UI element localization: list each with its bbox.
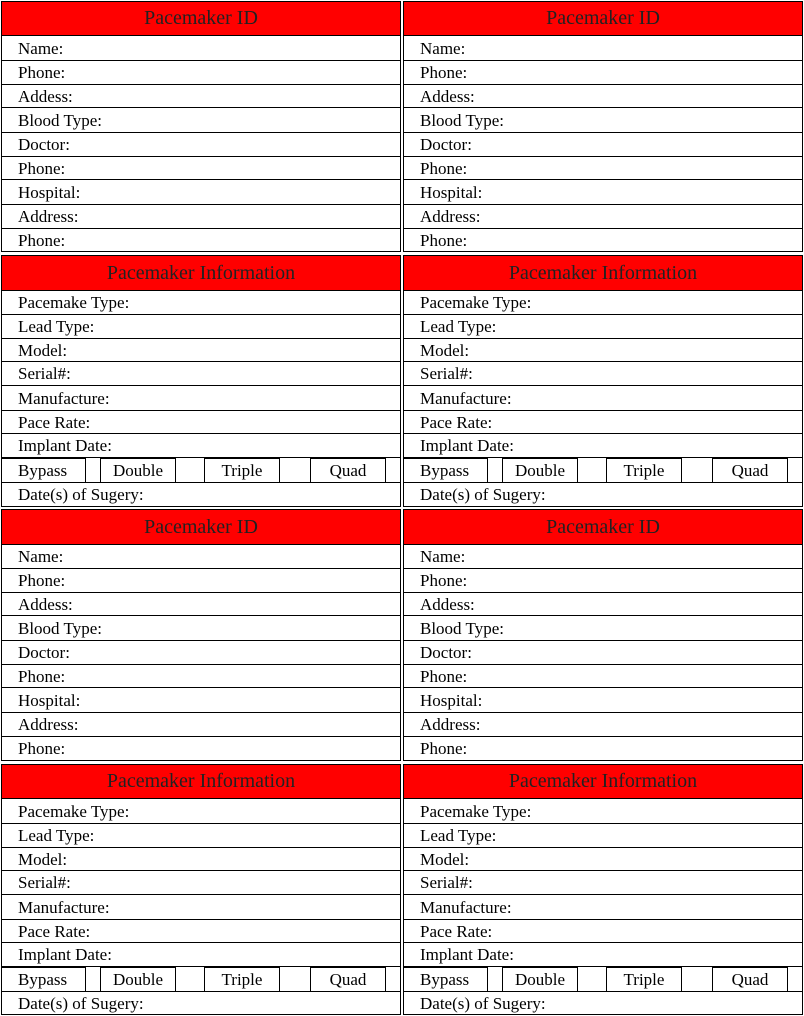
hospital-phone-field[interactable]: Phone: [420,739,468,758]
manufacture-field[interactable]: Manufacture: [2,895,400,920]
surgery-dates-field[interactable]: Date(s) of Sugery: [18,485,144,504]
blood-type-field[interactable]: Blood Type: [2,616,400,641]
phone-field[interactable]: Phone: [2,61,400,85]
info-card-title: Pacemaker Information [2,765,400,799]
manufacture-field[interactable]: Manufacture: [404,386,802,411]
surgery-type-options [404,967,802,992]
address-field[interactable]: Addess: [2,85,400,108]
model-field[interactable]: Model: [2,848,400,871]
lead-type-field[interactable]: Lead Type: [404,824,802,848]
id-card-top-right [403,1,803,252]
doctor-field[interactable]: Doctor: [2,133,400,157]
hospital-address-field[interactable]: Address: [2,205,400,229]
hospital-phone-field[interactable]: Phone: [18,230,66,250]
name-field[interactable]: Name: [2,36,400,61]
id-card-bottom-left [1,509,401,761]
surgery-type-options [404,458,802,483]
info-card-top-right [403,255,803,507]
surgery-dates-field[interactable]: Date(s) of Sugery: [420,993,546,1013]
info-card-bottom-left [1,764,401,1015]
lead-type-field[interactable]: Lead Type: [404,315,802,339]
surgery-type-options [2,967,400,992]
bypass-option[interactable]: Bypass [2,967,86,991]
quad-option[interactable]: Quad [310,458,386,482]
blood-type-field[interactable]: Blood Type: [404,616,802,641]
blood-type-field[interactable]: Blood Type: [404,108,802,133]
double-option[interactable]: Double [502,458,578,482]
id-card-title: Pacemaker ID [2,510,400,545]
implant-date-field[interactable]: Implant Date: [404,434,802,458]
manufacture-field[interactable]: Manufacture: [404,895,802,920]
doctor-field[interactable]: Doctor: [404,133,802,157]
id-card-top-left [1,1,401,252]
lead-type-field[interactable]: Lead Type: [2,315,400,339]
pace-rate-field[interactable]: Pace Rate: [2,411,400,434]
pacemaker-type-field[interactable]: Pacemake Type: [2,799,400,824]
doctor-phone-field[interactable]: Phone: [404,665,802,688]
double-option[interactable]: Double [100,967,176,991]
doctor-phone-field[interactable]: Phone: [404,157,802,180]
id-card-title: Pacemaker ID [404,2,802,36]
hospital-address-field[interactable]: Address: [2,713,400,737]
bypass-option[interactable]: Bypass [2,458,86,482]
info-card-bottom-right [403,764,803,1015]
triple-option[interactable]: Triple [606,967,682,991]
hospital-field[interactable]: Hospital: [404,688,802,713]
address-field[interactable]: Addess: [404,593,802,616]
implant-date-field[interactable]: Implant Date: [2,943,400,967]
doctor-phone-field[interactable]: Phone: [2,157,400,180]
phone-field[interactable]: Phone: [404,569,802,593]
serial-field[interactable]: Serial#: [404,871,802,895]
id-card-title: Pacemaker ID [404,510,802,545]
pace-rate-field[interactable]: Pace Rate: [2,920,400,943]
address-field[interactable]: Addess: [404,85,802,108]
hospital-field[interactable]: Hospital: [404,180,802,205]
name-field[interactable]: Name: [404,545,802,569]
hospital-address-field[interactable]: Address: [404,713,802,737]
manufacture-field[interactable]: Manufacture: [2,386,400,411]
serial-field[interactable]: Serial#: [404,362,802,386]
hospital-field[interactable]: Hospital: [2,180,400,205]
info-card-top-left [1,255,401,507]
serial-field[interactable]: Serial#: [2,362,400,386]
doctor-field[interactable]: Doctor: [404,641,802,665]
hospital-phone-field[interactable]: Phone: [18,739,66,758]
model-field[interactable]: Model: [404,339,802,362]
hospital-field[interactable]: Hospital: [2,688,400,713]
double-option[interactable]: Double [502,967,578,991]
pacemaker-type-field[interactable]: Pacemake Type: [404,291,802,315]
lead-type-field[interactable]: Lead Type: [2,824,400,848]
implant-date-field[interactable]: Implant Date: [404,943,802,967]
blood-type-field[interactable]: Blood Type: [2,108,400,133]
id-card-title: Pacemaker ID [2,2,400,36]
surgery-dates-field[interactable]: Date(s) of Sugery: [18,993,144,1013]
triple-option[interactable]: Triple [606,458,682,482]
pacemaker-type-field[interactable]: Pacemake Type: [2,291,400,315]
info-card-title: Pacemaker Information [404,256,802,291]
pace-rate-field[interactable]: Pace Rate: [404,920,802,943]
info-card-title: Pacemaker Information [404,765,802,799]
phone-field[interactable]: Phone: [2,569,400,593]
quad-option[interactable]: Quad [712,967,788,991]
hospital-address-field[interactable]: Address: [404,205,802,229]
doctor-field[interactable]: Doctor: [2,641,400,665]
quad-option[interactable]: Quad [310,967,386,991]
model-field[interactable]: Model: [2,339,400,362]
implant-date-field[interactable]: Implant Date: [2,434,400,458]
phone-field[interactable]: Phone: [404,61,802,85]
bypass-option[interactable]: Bypass [404,458,488,482]
info-card-title: Pacemaker Information [2,256,400,291]
address-field[interactable]: Addess: [2,593,400,616]
model-field[interactable]: Model: [404,848,802,871]
pace-rate-field[interactable]: Pace Rate: [404,411,802,434]
pacemaker-type-field[interactable]: Pacemake Type: [404,799,802,824]
triple-option[interactable]: Triple [204,967,280,991]
double-option[interactable]: Double [100,458,176,482]
triple-option[interactable]: Triple [204,458,280,482]
name-field[interactable]: Name: [404,36,802,61]
hospital-phone-field[interactable]: Phone: [420,230,468,250]
serial-field[interactable]: Serial#: [2,871,400,895]
bypass-option[interactable]: Bypass [404,967,488,991]
surgery-dates-field[interactable]: Date(s) of Sugery: [420,485,546,504]
name-field[interactable]: Name: [2,545,400,569]
quad-option[interactable]: Quad [712,458,788,482]
id-card-bottom-right [403,509,803,761]
doctor-phone-field[interactable]: Phone: [2,665,400,688]
surgery-type-options [2,458,400,483]
